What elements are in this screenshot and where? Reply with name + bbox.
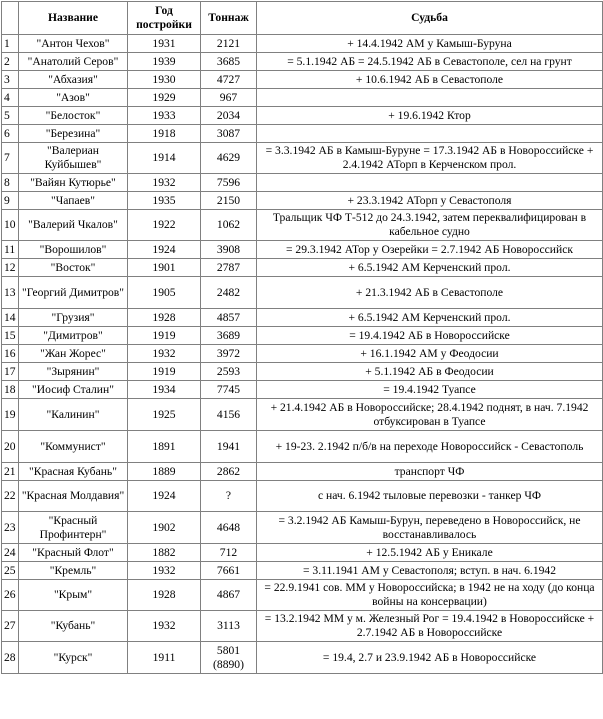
fate: + 12.5.1942 АБ у Еникале	[257, 544, 603, 562]
row-number: 7	[2, 143, 19, 174]
table-row	[2, 71, 603, 89]
tonnage: 2787	[201, 259, 257, 277]
ship-name: "Красная Молдавия"	[19, 481, 128, 512]
table-row	[2, 611, 603, 642]
fate: Тральщик ЧФ Т-512 до 24.3.1942, затем переквалифицирован в кабельное судно	[257, 210, 603, 241]
table-row	[2, 562, 603, 580]
ship-name: "Красный Флот"	[19, 544, 128, 562]
table-row	[2, 277, 603, 309]
table-row	[2, 210, 603, 241]
table-row	[2, 35, 603, 53]
table-row	[2, 241, 603, 259]
tonnage: 5801 (8890)	[201, 642, 257, 674]
row-number: 28	[2, 642, 19, 674]
table-row	[2, 399, 603, 431]
row-number: 9	[2, 192, 19, 210]
row-number: 2	[2, 53, 19, 71]
tonnage: 3972	[201, 345, 257, 363]
row-number: 3	[2, 71, 19, 89]
build-year: 1929	[128, 89, 201, 107]
table-row	[2, 642, 603, 674]
ship-name: "Валерий Чкалов"	[19, 210, 128, 241]
header-fate: Судьба	[257, 2, 603, 35]
ship-name: "Чапаев"	[19, 192, 128, 210]
tonnage: 3087	[201, 125, 257, 143]
ship-name: "Красный Профинтерн"	[19, 512, 128, 544]
tonnage: 4156	[201, 399, 257, 431]
build-year: 1914	[128, 143, 201, 174]
tonnage: 2862	[201, 463, 257, 481]
build-year: 1928	[128, 309, 201, 327]
build-year: 1919	[128, 363, 201, 381]
ships-table	[1, 1, 603, 674]
fate	[257, 89, 603, 107]
fate: + 23.3.1942 АТорп у Севастополя	[257, 192, 603, 210]
ship-name: "Курск"	[19, 642, 128, 674]
table-row	[2, 143, 603, 174]
table-row	[2, 192, 603, 210]
row-number: 25	[2, 562, 19, 580]
tonnage: 1941	[201, 431, 257, 463]
ship-name: "Димитров"	[19, 327, 128, 345]
table-row	[2, 327, 603, 345]
tonnage: 4648	[201, 512, 257, 544]
tonnage: 967	[201, 89, 257, 107]
tonnage: 4727	[201, 71, 257, 89]
tonnage: 2482	[201, 277, 257, 309]
tonnage: 3908	[201, 241, 257, 259]
fate: + 6.5.1942 АМ Керченский прол.	[257, 309, 603, 327]
build-year: 1925	[128, 399, 201, 431]
fate: + 19.6.1942 Ктор	[257, 107, 603, 125]
table-row	[2, 345, 603, 363]
ship-name: "Иосиф Сталин"	[19, 381, 128, 399]
fate: + 5.1.1942 АБ в Феодосии	[257, 363, 603, 381]
build-year: 1901	[128, 259, 201, 277]
table-row	[2, 53, 603, 71]
build-year: 1902	[128, 512, 201, 544]
build-year: 1932	[128, 174, 201, 192]
ship-name: "Кубань"	[19, 611, 128, 642]
ship-name: "Красная Кубань"	[19, 463, 128, 481]
tonnage: 2593	[201, 363, 257, 381]
table-row	[2, 309, 603, 327]
fate: = 13.2.1942 ММ у м. Железный Рог = 19.4.1942 в Новороссийске + 2.7.1942 АБ в Новороссийске	[257, 611, 603, 642]
row-number: 21	[2, 463, 19, 481]
header-row	[2, 2, 603, 35]
fate: + 21.3.1942 АБ в Севастополе	[257, 277, 603, 309]
tonnage: 4629	[201, 143, 257, 174]
fate: = 5.1.1942 АБ = 24.5.1942 АБ в Севастополе, сел на грунт	[257, 53, 603, 71]
ship-name: "Валериан Куйбышев"	[19, 143, 128, 174]
ship-name: "Белосток"	[19, 107, 128, 125]
row-number: 17	[2, 363, 19, 381]
row-number: 15	[2, 327, 19, 345]
ship-name: "Коммунист"	[19, 431, 128, 463]
tonnage: 1062	[201, 210, 257, 241]
ship-name: "Ворошилов"	[19, 241, 128, 259]
table-row	[2, 107, 603, 125]
fate	[257, 174, 603, 192]
row-number: 5	[2, 107, 19, 125]
build-year: 1911	[128, 642, 201, 674]
build-year: 1928	[128, 580, 201, 611]
build-year: 1889	[128, 463, 201, 481]
tonnage: 7661	[201, 562, 257, 580]
table-row	[2, 381, 603, 399]
ship-name: "Анатолий Серов"	[19, 53, 128, 71]
build-year: 1905	[128, 277, 201, 309]
build-year: 1934	[128, 381, 201, 399]
tonnage: 3689	[201, 327, 257, 345]
tonnage: 7745	[201, 381, 257, 399]
table-row	[2, 481, 603, 512]
build-year: 1935	[128, 192, 201, 210]
ship-name: "Крым"	[19, 580, 128, 611]
tonnage: ?	[201, 481, 257, 512]
header-year: Год постройки	[128, 2, 201, 35]
table-row	[2, 431, 603, 463]
ship-name: "Кремль"	[19, 562, 128, 580]
table-body	[2, 35, 603, 674]
row-number: 20	[2, 431, 19, 463]
header-name: Название	[19, 2, 128, 35]
tonnage: 712	[201, 544, 257, 562]
build-year: 1932	[128, 611, 201, 642]
table-row	[2, 580, 603, 611]
table-row	[2, 512, 603, 544]
table-row	[2, 89, 603, 107]
build-year: 1919	[128, 327, 201, 345]
row-number: 12	[2, 259, 19, 277]
ship-name: "Георгий Димитров"	[19, 277, 128, 309]
ship-name: "Грузия"	[19, 309, 128, 327]
build-year: 1924	[128, 241, 201, 259]
ship-name: "Абхазия"	[19, 71, 128, 89]
build-year: 1932	[128, 562, 201, 580]
fate: = 29.3.1942 АТор у Озерейки = 2.7.1942 АБ Новороссийск	[257, 241, 603, 259]
row-number: 24	[2, 544, 19, 562]
ship-name: "Зырянин"	[19, 363, 128, 381]
build-year: 1891	[128, 431, 201, 463]
tonnage: 2034	[201, 107, 257, 125]
row-number: 27	[2, 611, 19, 642]
row-number: 8	[2, 174, 19, 192]
row-number: 23	[2, 512, 19, 544]
row-number: 19	[2, 399, 19, 431]
table-row	[2, 363, 603, 381]
fate: + 10.6.1942 АБ в Севастополе	[257, 71, 603, 89]
ship-name: "Березина"	[19, 125, 128, 143]
build-year: 1930	[128, 71, 201, 89]
header-number	[2, 2, 19, 35]
row-number: 6	[2, 125, 19, 143]
fate: = 19.4, 2.7 и 23.9.1942 АБ в Новороссийске	[257, 642, 603, 674]
tonnage: 2150	[201, 192, 257, 210]
table-row	[2, 174, 603, 192]
fate: = 19.4.1942 Туапсе	[257, 381, 603, 399]
tonnage: 4857	[201, 309, 257, 327]
fate: = 3.2.1942 АБ Камыш-Бурун, переведено в Новороссийск, не восстанавливалось	[257, 512, 603, 544]
tonnage: 3113	[201, 611, 257, 642]
row-number: 16	[2, 345, 19, 363]
fate: + 21.4.1942 АБ в Новороссийске; 28.4.1942 поднят, в нач. 7.1942 отбуксирован в Туапсе	[257, 399, 603, 431]
row-number: 14	[2, 309, 19, 327]
build-year: 1922	[128, 210, 201, 241]
row-number: 22	[2, 481, 19, 512]
fate: = 3.11.1941 АМ у Севастополя; вступ. в нач. 6.1942	[257, 562, 603, 580]
table-row	[2, 125, 603, 143]
header-tonnage: Тоннаж	[201, 2, 257, 35]
row-number: 18	[2, 381, 19, 399]
build-year: 1882	[128, 544, 201, 562]
fate: + 14.4.1942 АМ у Камыш-Буруна	[257, 35, 603, 53]
tonnage: 3685	[201, 53, 257, 71]
row-number: 26	[2, 580, 19, 611]
fate: = 3.3.1942 АБ в Камыш-Буруне = 17.3.1942 АБ в Новороссийске + 2.4.1942 АТорп в Керченском прол.	[257, 143, 603, 174]
table-row	[2, 463, 603, 481]
tonnage: 7596	[201, 174, 257, 192]
fate: + 16.1.1942 АМ у Феодосии	[257, 345, 603, 363]
table-row	[2, 544, 603, 562]
ship-name: "Антон Чехов"	[19, 35, 128, 53]
fate: = 22.9.1941 сов. ММ у Новороссийска; в 1942 не на ходу (до конца войны на консервации)	[257, 580, 603, 611]
tonnage: 4867	[201, 580, 257, 611]
ship-name: "Азов"	[19, 89, 128, 107]
tonnage: 2121	[201, 35, 257, 53]
ship-name: "Вайян Кутюрье"	[19, 174, 128, 192]
fate	[257, 125, 603, 143]
build-year: 1931	[128, 35, 201, 53]
fate: с нач. 6.1942 тыловые перевозки - танкер ЧФ	[257, 481, 603, 512]
build-year: 1932	[128, 345, 201, 363]
row-number: 10	[2, 210, 19, 241]
fate: + 6.5.1942 АМ Керченский прол.	[257, 259, 603, 277]
row-number: 11	[2, 241, 19, 259]
table-row	[2, 259, 603, 277]
fate: = 19.4.1942 АБ в Новороссийске	[257, 327, 603, 345]
build-year: 1924	[128, 481, 201, 512]
fate: + 19-23. 2.1942 п/б/в на переходе Новороссийск - Севастополь	[257, 431, 603, 463]
row-number: 1	[2, 35, 19, 53]
ship-name: "Калинин"	[19, 399, 128, 431]
row-number: 4	[2, 89, 19, 107]
ship-name: "Жан Жорес"	[19, 345, 128, 363]
ship-name: "Восток"	[19, 259, 128, 277]
build-year: 1933	[128, 107, 201, 125]
build-year: 1918	[128, 125, 201, 143]
fate: транспорт ЧФ	[257, 463, 603, 481]
row-number: 13	[2, 277, 19, 309]
build-year: 1939	[128, 53, 201, 71]
